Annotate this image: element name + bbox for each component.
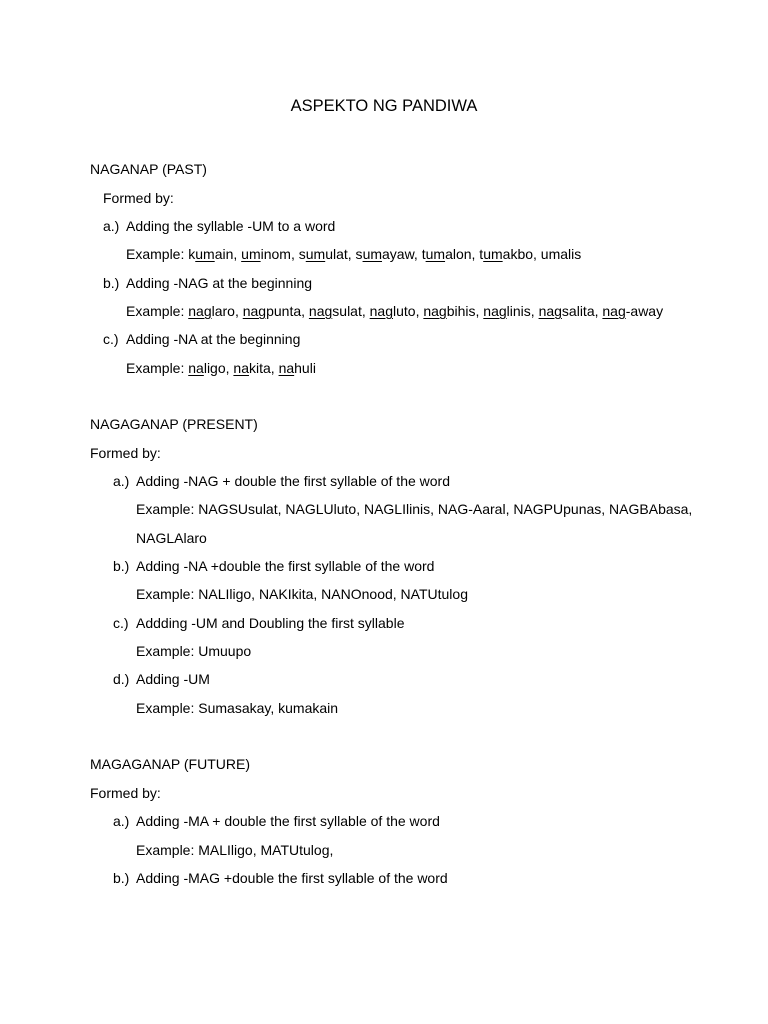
section-heading-future: MAGAGANAP (FUTURE) — [90, 756, 250, 772]
rule-text: Addding -UM and Doubling the first syllable — [136, 615, 405, 631]
example-text: Example: NAGSUsulat, NAGLUluto, NAGLIlinis, NAG-Aaral, NAGPUpunas, NAGBAbasa, — [136, 501, 693, 517]
rule-text: Adding -NA at the beginning — [126, 331, 301, 347]
rule-text: Adding the syllable -UM to a word — [126, 218, 336, 234]
example-text: Example: Umuupo — [136, 643, 252, 659]
list-marker: a.) — [113, 473, 130, 489]
rule-text: Adding -NA +double the first syllable of the word — [136, 558, 435, 574]
list-item — [103, 330, 300, 348]
example-text: NAGLAlaro — [136, 530, 207, 546]
list-item — [113, 557, 434, 575]
rule-text: Adding -NAG at the beginning — [126, 275, 313, 291]
section-heading-present: NAGAGANAP (PRESENT) — [90, 416, 258, 432]
rule-text: Adding -MA + double the first syllable of the word — [136, 813, 440, 829]
rule-text: Adding -UM — [136, 671, 210, 687]
rule-text: Adding -MAG +double the first syllable of the word — [136, 870, 448, 886]
list-item — [113, 812, 440, 830]
list-item — [103, 217, 335, 235]
list-item — [103, 274, 312, 292]
example-text: Example: Sumasakay, kumakain — [136, 700, 339, 716]
example-text: Example: naligo, nakita, nahuli — [126, 360, 316, 376]
list-marker: c.) — [113, 615, 129, 631]
example-text: Example: MALIligo, MATUtulog, — [136, 842, 334, 858]
list-item — [113, 869, 448, 887]
list-marker: c.) — [103, 331, 119, 347]
page-title: ASPEKTO NG PANDIWA — [290, 97, 478, 115]
example-text: Example: kumain, uminom, sumulat, sumayaw, tumalon, tumakbo, umalis — [126, 246, 582, 262]
section-heading-past: NAGANAP (PAST) — [90, 161, 207, 177]
formed-by-label: Formed by: — [90, 445, 161, 461]
list-item — [113, 614, 404, 632]
formed-by-label: Formed by: — [103, 190, 174, 206]
list-item — [113, 472, 450, 490]
list-marker: a.) — [103, 218, 120, 234]
list-item — [113, 670, 210, 688]
formed-by-label: Formed by: — [90, 785, 161, 801]
list-marker: b.) — [103, 275, 120, 291]
list-marker: b.) — [113, 558, 130, 574]
list-marker: a.) — [113, 813, 130, 829]
rule-text: Adding -NAG + double the first syllable of the word — [136, 473, 451, 489]
list-marker: b.) — [113, 870, 130, 886]
example-text: Example: NALIligo, NAKIkita, NANOnood, NATUtulog — [136, 586, 468, 602]
example-text: Example: naglaro, nagpunta, nagsulat, nagluto, nagbihis, naglinis, nagsalita, nag-away — [126, 303, 664, 319]
list-marker: d.) — [113, 671, 130, 687]
